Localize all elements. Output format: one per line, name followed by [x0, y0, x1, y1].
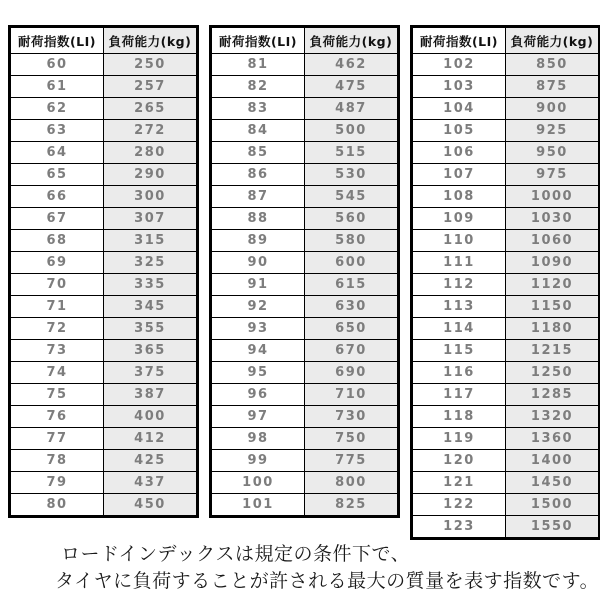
load-index-table-60-80: [8, 25, 199, 518]
load-capacity-cell: 450: [104, 494, 198, 517]
table-header: [10, 27, 198, 54]
load-index-cell: 81: [211, 54, 305, 76]
load-index-cell: 106: [412, 142, 506, 164]
load-capacity-cell: 265: [104, 98, 198, 120]
load-capacity-cell: 1285: [506, 384, 600, 406]
load-index-cell: 73: [10, 340, 104, 362]
load-index-table-81-101: [209, 25, 400, 518]
table-row: [412, 164, 600, 186]
load-index-cell: 63: [10, 120, 104, 142]
load-index-cell: 89: [211, 230, 305, 252]
table-row: [10, 428, 198, 450]
table-row: [412, 98, 600, 120]
load-index-cell: 92: [211, 296, 305, 318]
table-row: [10, 186, 198, 208]
table-row: [211, 142, 399, 164]
table-row: [211, 98, 399, 120]
table-row: [412, 76, 600, 98]
load-index-cell: 75: [10, 384, 104, 406]
load-capacity-cell: 875: [506, 76, 600, 98]
load-capacity-cell: 615: [305, 274, 399, 296]
load-capacity-cell: 690: [305, 362, 399, 384]
load-index-cell: 119: [412, 428, 506, 450]
load-index-cell: 70: [10, 274, 104, 296]
table-row: [211, 340, 399, 362]
load-capacity-cell: 560: [305, 208, 399, 230]
load-index-cell: 82: [211, 76, 305, 98]
table-row: [10, 54, 198, 76]
load-capacity-cell: 1090: [506, 252, 600, 274]
column-header-load-capacity: 負荷能力(kg): [104, 27, 198, 54]
table-row: [412, 384, 600, 406]
load-capacity-cell: 437: [104, 472, 198, 494]
load-index-cell: 99: [211, 450, 305, 472]
load-capacity-cell: 315: [104, 230, 198, 252]
table-row: [412, 54, 600, 76]
load-capacity-cell: 1500: [506, 494, 600, 516]
table-body: [10, 54, 198, 517]
load-index-cell: 60: [10, 54, 104, 76]
load-capacity-cell: 670: [305, 340, 399, 362]
load-capacity-cell: 290: [104, 164, 198, 186]
load-capacity-cell: 365: [104, 340, 198, 362]
table-row: [412, 362, 600, 384]
load-index-cell: 80: [10, 494, 104, 517]
header-row: [211, 27, 399, 54]
load-index-cell: 85: [211, 142, 305, 164]
load-capacity-cell: 775: [305, 450, 399, 472]
load-capacity-cell: 500: [305, 120, 399, 142]
table-row: [10, 142, 198, 164]
table-row: [211, 362, 399, 384]
load-index-cell: 77: [10, 428, 104, 450]
table-row: [412, 516, 600, 539]
load-capacity-cell: 1550: [506, 516, 600, 539]
table-row: [412, 230, 600, 252]
load-capacity-cell: 1180: [506, 318, 600, 340]
table-row: [211, 274, 399, 296]
table-body: [412, 54, 600, 539]
table-row: [412, 120, 600, 142]
load-capacity-cell: 730: [305, 406, 399, 428]
table-row: [412, 296, 600, 318]
load-index-cell: 120: [412, 450, 506, 472]
header-row: [10, 27, 198, 54]
load-capacity-cell: 345: [104, 296, 198, 318]
load-capacity-cell: 950: [506, 142, 600, 164]
load-capacity-cell: 1060: [506, 230, 600, 252]
table-row: [211, 54, 399, 76]
load-capacity-cell: 1400: [506, 450, 600, 472]
table-row: [10, 98, 198, 120]
table-row: [10, 230, 198, 252]
load-capacity-cell: 1320: [506, 406, 600, 428]
load-index-cell: 102: [412, 54, 506, 76]
column-header-load-capacity: 負荷能力(kg): [305, 27, 399, 54]
table-row: [412, 428, 600, 450]
table-row: [10, 384, 198, 406]
load-capacity-cell: 750: [305, 428, 399, 450]
table-row: [412, 142, 600, 164]
load-capacity-cell: 272: [104, 120, 198, 142]
load-index-tables: [8, 25, 600, 540]
load-index-cell: 121: [412, 472, 506, 494]
load-capacity-cell: 710: [305, 384, 399, 406]
load-capacity-cell: 545: [305, 186, 399, 208]
load-index-cell: 97: [211, 406, 305, 428]
header-row: [412, 27, 600, 54]
load-index-cell: 117: [412, 384, 506, 406]
load-index-cell: 101: [211, 494, 305, 517]
load-index-cell: 93: [211, 318, 305, 340]
load-index-cell: 113: [412, 296, 506, 318]
table-row: [10, 340, 198, 362]
load-capacity-cell: 580: [305, 230, 399, 252]
table-row: [211, 164, 399, 186]
load-index-cell: 61: [10, 76, 104, 98]
table-row: [412, 318, 600, 340]
load-capacity-cell: 900: [506, 98, 600, 120]
load-index-cell: 104: [412, 98, 506, 120]
load-capacity-cell: 1450: [506, 472, 600, 494]
load-capacity-cell: 335: [104, 274, 198, 296]
table-row: [10, 164, 198, 186]
load-capacity-cell: 375: [104, 362, 198, 384]
load-capacity-cell: 300: [104, 186, 198, 208]
table-row: [10, 494, 198, 517]
table-row: [412, 340, 600, 362]
load-index-cell: 122: [412, 494, 506, 516]
load-capacity-cell: 1215: [506, 340, 600, 362]
load-capacity-cell: 515: [305, 142, 399, 164]
load-index-cell: 123: [412, 516, 506, 539]
table-header: [412, 27, 600, 54]
table-row: [211, 450, 399, 472]
table-row: [412, 494, 600, 516]
table-row: [211, 296, 399, 318]
load-index-cell: 111: [412, 252, 506, 274]
column-header-load-index: 耐荷指数(LI): [412, 27, 506, 54]
load-index-cell: 79: [10, 472, 104, 494]
load-capacity-cell: 425: [104, 450, 198, 472]
table-row: [10, 362, 198, 384]
table-row: [412, 406, 600, 428]
load-index-cell: 109: [412, 208, 506, 230]
table-row: [211, 208, 399, 230]
table-row: [10, 120, 198, 142]
table-row: [412, 450, 600, 472]
load-capacity-cell: 412: [104, 428, 198, 450]
load-index-cell: 88: [211, 208, 305, 230]
load-index-cell: 95: [211, 362, 305, 384]
load-capacity-cell: 650: [305, 318, 399, 340]
table-row: [211, 384, 399, 406]
table-row: [412, 186, 600, 208]
load-index-cell: 91: [211, 274, 305, 296]
load-index-cell: 72: [10, 318, 104, 340]
load-index-cell: 90: [211, 252, 305, 274]
table-row: [211, 318, 399, 340]
load-capacity-cell: 975: [506, 164, 600, 186]
load-index-cell: 67: [10, 208, 104, 230]
table-row: [211, 76, 399, 98]
load-index-cell: 94: [211, 340, 305, 362]
load-index-cell: 110: [412, 230, 506, 252]
load-capacity-cell: 1150: [506, 296, 600, 318]
table-row: [211, 252, 399, 274]
table-row: [211, 186, 399, 208]
table-row: [211, 494, 399, 517]
load-index-cell: 68: [10, 230, 104, 252]
table-row: [10, 318, 198, 340]
load-index-cell: 112: [412, 274, 506, 296]
table-row: [412, 208, 600, 230]
table-row: [10, 406, 198, 428]
load-index-cell: 108: [412, 186, 506, 208]
load-index-cell: 115: [412, 340, 506, 362]
load-capacity-cell: 600: [305, 252, 399, 274]
footer-line-1: ロードインデックスは規定の条件下で、: [61, 543, 411, 565]
load-index-cell: 86: [211, 164, 305, 186]
load-capacity-cell: 800: [305, 472, 399, 494]
table-row: [211, 472, 399, 494]
table-header: [211, 27, 399, 54]
load-index-cell: 65: [10, 164, 104, 186]
load-capacity-cell: 487: [305, 98, 399, 120]
load-capacity-cell: 355: [104, 318, 198, 340]
table-row: [10, 208, 198, 230]
load-capacity-cell: 825: [305, 494, 399, 517]
load-index-cell: 76: [10, 406, 104, 428]
column-header-load-capacity: 負荷能力(kg): [506, 27, 600, 54]
load-index-cell: 103: [412, 76, 506, 98]
load-index-table-102-123: [410, 25, 600, 540]
load-index-cell: 64: [10, 142, 104, 164]
load-index-cell: 96: [211, 384, 305, 406]
load-index-cell: 74: [10, 362, 104, 384]
table-row: [412, 472, 600, 494]
footer-note: [55, 541, 599, 595]
table-row: [10, 252, 198, 274]
load-index-cell: 83: [211, 98, 305, 120]
column-header-load-index: 耐荷指数(LI): [211, 27, 305, 54]
table-body: [211, 54, 399, 517]
table-row: [10, 76, 198, 98]
table-row: [10, 274, 198, 296]
load-capacity-cell: 250: [104, 54, 198, 76]
table-row: [211, 120, 399, 142]
load-capacity-cell: 1000: [506, 186, 600, 208]
load-capacity-cell: 1030: [506, 208, 600, 230]
table-row: [412, 274, 600, 296]
load-capacity-cell: 325: [104, 252, 198, 274]
load-index-cell: 87: [211, 186, 305, 208]
load-capacity-cell: 1360: [506, 428, 600, 450]
load-capacity-cell: 1250: [506, 362, 600, 384]
load-capacity-cell: 925: [506, 120, 600, 142]
load-capacity-cell: 307: [104, 208, 198, 230]
load-capacity-cell: 462: [305, 54, 399, 76]
table-row: [211, 428, 399, 450]
load-capacity-cell: 387: [104, 384, 198, 406]
table-row: [412, 252, 600, 274]
load-capacity-cell: 400: [104, 406, 198, 428]
load-index-cell: 118: [412, 406, 506, 428]
load-capacity-cell: 257: [104, 76, 198, 98]
footer-line-2: タイヤに負荷することが許される最大の質量を表す指数です。: [55, 570, 600, 592]
table-row: [10, 450, 198, 472]
load-index-cell: 116: [412, 362, 506, 384]
column-header-load-index: 耐荷指数(LI): [10, 27, 104, 54]
load-capacity-cell: 280: [104, 142, 198, 164]
load-capacity-cell: 530: [305, 164, 399, 186]
load-index-cell: 69: [10, 252, 104, 274]
load-index-cell: 62: [10, 98, 104, 120]
table-row: [211, 230, 399, 252]
load-capacity-cell: 630: [305, 296, 399, 318]
load-capacity-cell: 1120: [506, 274, 600, 296]
load-index-cell: 78: [10, 450, 104, 472]
table-row: [10, 296, 198, 318]
load-index-cell: 107: [412, 164, 506, 186]
load-index-cell: 98: [211, 428, 305, 450]
table-row: [211, 406, 399, 428]
load-index-cell: 105: [412, 120, 506, 142]
load-index-cell: 114: [412, 318, 506, 340]
load-index-cell: 84: [211, 120, 305, 142]
load-index-cell: 71: [10, 296, 104, 318]
load-index-cell: 100: [211, 472, 305, 494]
load-capacity-cell: 475: [305, 76, 399, 98]
load-capacity-cell: 850: [506, 54, 600, 76]
load-index-cell: 66: [10, 186, 104, 208]
table-row: [10, 472, 198, 494]
